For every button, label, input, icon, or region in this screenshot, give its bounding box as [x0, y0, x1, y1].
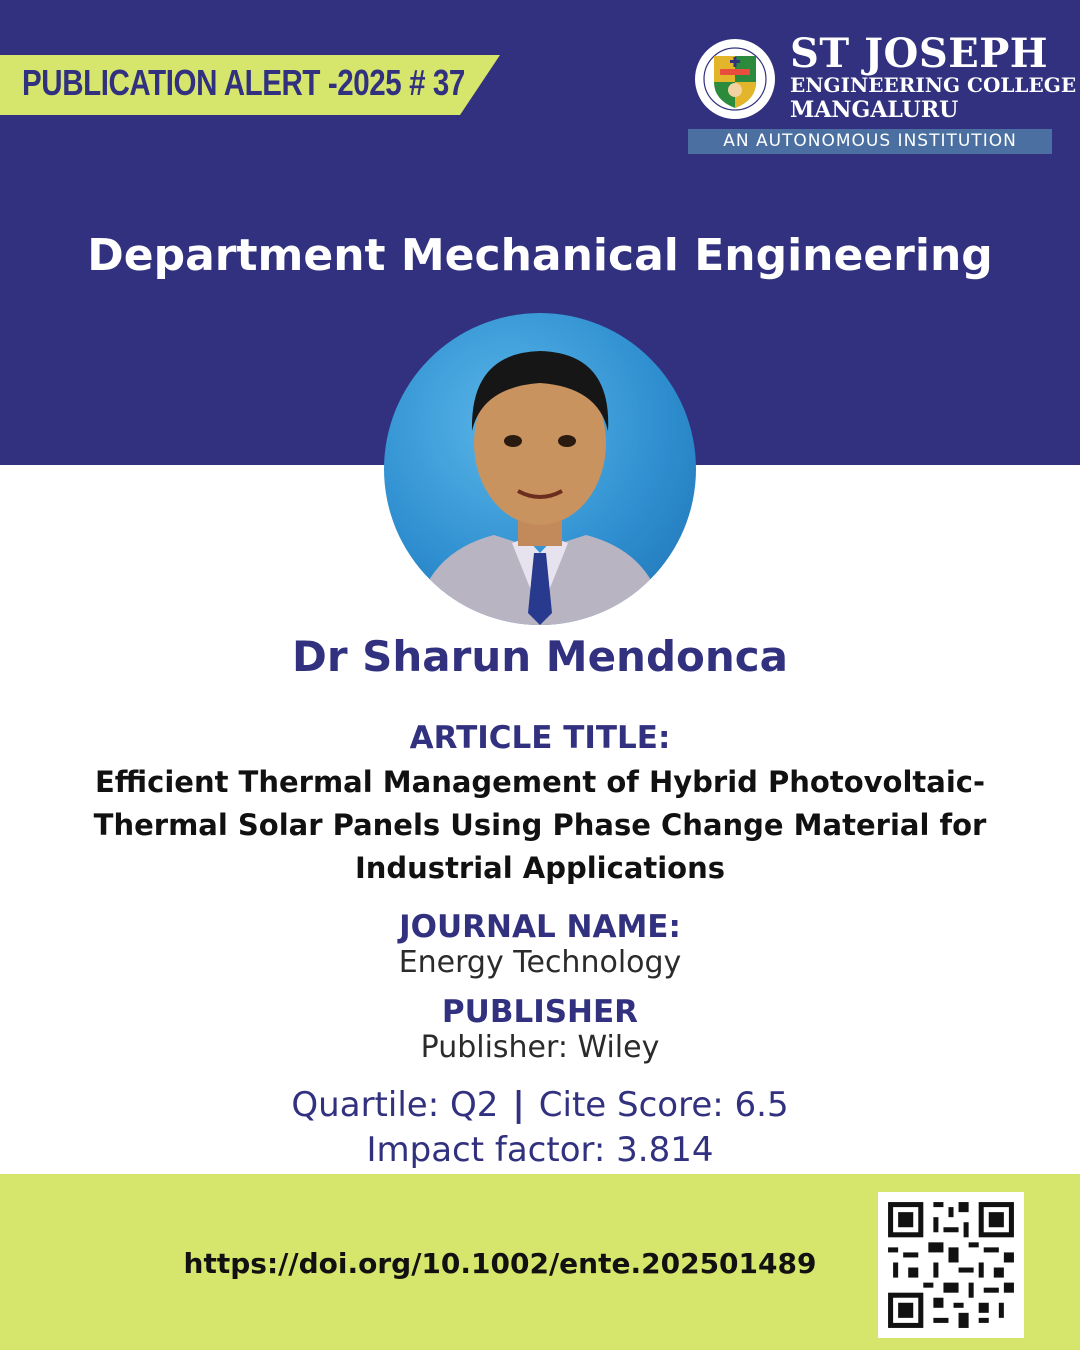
department-title: Department Mechanical Engineering	[87, 230, 993, 281]
qr-code-icon	[878, 1192, 1024, 1338]
metrics-separator: |	[512, 1085, 525, 1125]
journal-name: Energy Technology	[398, 945, 682, 980]
journal-name-label: JOURNAL NAME:	[399, 909, 681, 945]
quartile: Quartile: Q2	[291, 1085, 499, 1125]
college-city: MANGALURU	[790, 97, 959, 123]
publisher-label: PUBLISHER	[441, 994, 639, 1030]
college-crest-icon	[694, 38, 776, 120]
publisher-value: Publisher: Wiley	[420, 1030, 660, 1065]
metrics-row	[0, 1085, 1080, 1125]
faculty-name: Dr Sharun Mendonca	[291, 632, 789, 681]
college-tagline: AN AUTONOMOUS INSTITUTION	[688, 129, 1052, 154]
college-name-line2: ENGINEERING COLLEGE	[790, 73, 1077, 97]
faculty-portrait	[384, 313, 696, 625]
qr-code[interactable]	[878, 1192, 1024, 1338]
article-title-label: ARTICLE TITLE:	[409, 720, 671, 756]
article-title: Efficient Thermal Management of Hybrid Photovoltaic-Thermal Solar Panels Using Phase Change Material for Industrial Applications	[93, 765, 987, 885]
portrait-icon	[384, 313, 696, 625]
doi-link[interactable]: https://doi.org/10.1002/ente.202501489	[183, 1247, 817, 1280]
college-name: ST JOSEPH	[790, 30, 1049, 77]
cite-score: Cite Score: 6.5	[538, 1085, 789, 1125]
publication-alert-text: PUBLICATION ALERT -2025 # 37	[22, 62, 465, 103]
impact-factor: Impact factor: 3.814	[366, 1130, 714, 1170]
